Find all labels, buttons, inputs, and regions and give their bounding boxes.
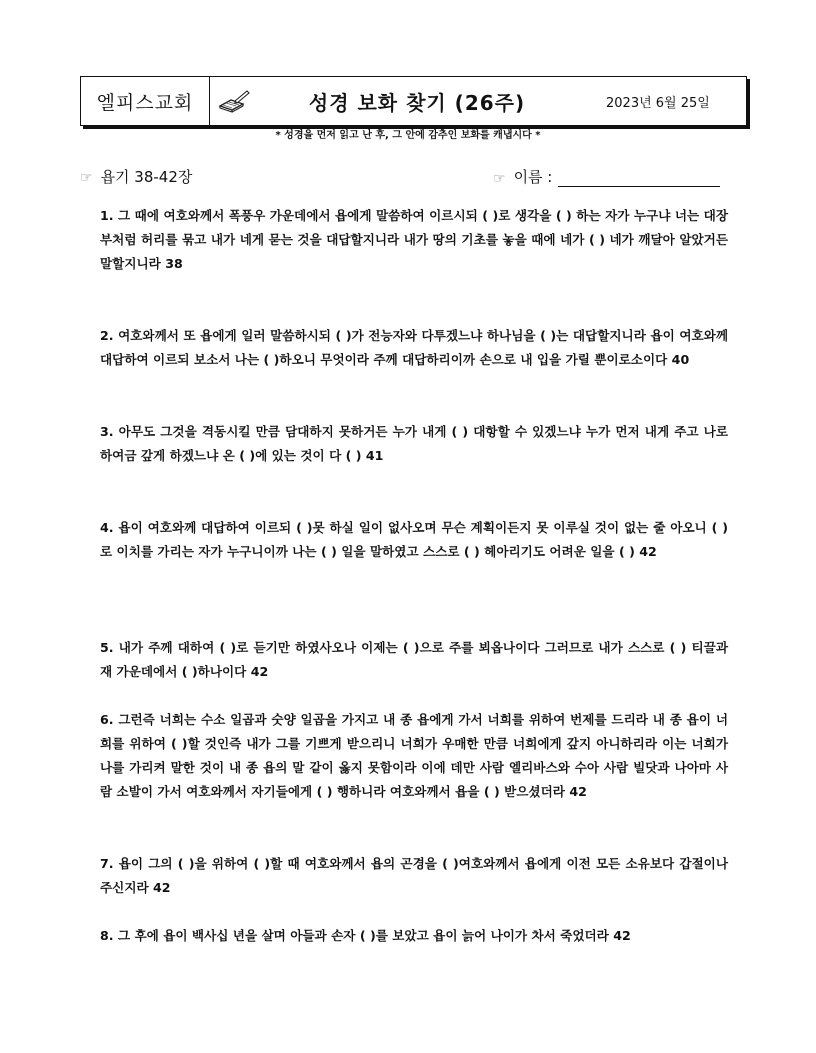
question-7: 7. 욥이 그의 ( )을 위하여 ( )할 때 여호와께서 욥의 곤경을 ( )여호와께서 욥에게 이전 모든 소유보다 갑절이나 주신지라 42 [100, 856, 728, 895]
worksheet-date: 2023년 6월 25일 [606, 95, 710, 111]
question-8: 8. 그 후에 욥이 백사십 년을 살며 아들과 손자 ( )를 보았고 욥이 늙어 나이가 차서 죽었더라 42 [100, 928, 631, 943]
name-label: 이름 : [513, 168, 553, 186]
question-6: 6. 그런즉 너희는 수소 일곱과 숫양 일곱을 가지고 내 종 욥에게 가서 너희를 위하여 번제를 드리라 내 종 욥이 너희를 위하여 ( )할 것인즉 내가 그를 기쁘게 받으리니 너희가 우매한 만큼 너희에게 갚지 아니하리라 이는 너희가 나를 가리켜 말한 것이 내 종 욥의 말 같이 옳지 못함이라 이에 데만 사람 엘리바스와 수아 사람 빌닷과 나아마 사람 소발이 가서 여호와께서 자기들에게 ( ) 행하니라 여호와께서 욥을 ( ) 받으셨더라 42 [100, 712, 728, 799]
pointing-hand-icon: ☞ [493, 171, 506, 187]
question-5: 5. 내가 주께 대하여 ( )로 듣기만 하였사오나 이제는 ( )으로 주를 뵈옵나이다 그러므로 내가 스스로 ( ) 티끌과 재 가운데에서 ( )하나이다 42 [100, 640, 728, 679]
book-pen-icon [210, 77, 258, 125]
question-2: 2. 여호와께서 또 욥에게 일러 말씀하시되 ( )가 전능자와 다투겠느냐 하나님을 ( )는 대답할지니라 욥이 여호와께 대답하여 이르되 보소서 나는 ( )하오니 무엇이라 주께 대답하리이까 손으로 내 입을 가릴 뿐이로소이다 40 [100, 328, 728, 367]
name-blank-line[interactable] [558, 172, 720, 187]
question-3: 3. 아무도 그것을 격동시킬 만큼 담대하지 못하거든 누가 내게 ( ) 대항할 수 있겠느냐 누가 먼저 내게 주고 나로 하여금 갚게 하겠느냐 온 ( )에 있는 것이 다 ( ) 41 [100, 424, 728, 463]
chapter-label: 욥기 38-42장 [100, 168, 193, 186]
chapter-reference [80, 166, 192, 187]
church-name: 엘피스교회 [81, 77, 210, 125]
instruction-text: * 성경을 먼저 읽고 난 후, 그 안에 감추인 보화를 캐냅시다 * [275, 130, 541, 141]
page-title: 성경 보화 찾기 (26주) [308, 90, 526, 115]
name-field[interactable] [493, 166, 720, 187]
question-1: 1. 그 때에 여호와께서 폭풍우 가운데에서 욥에게 말씀하여 이르시되 ( )로 생각을 ( ) 하는 자가 누구냐 너는 대장부처럼 허리를 묶고 내가 네게 묻는 것을 대답할지니라 내가 땅의 기초를 놓을 때에 네가 ( ) 네가 깨달아 알았거든 말할지니라 38 [100, 208, 728, 271]
pointing-hand-icon: ☞ [80, 170, 93, 186]
header-box [80, 76, 747, 126]
question-4: 4. 욥이 여호와께 대답하여 이르되 ( )못 하실 일이 없사오며 무슨 계획이든지 못 이루실 것이 없는 줄 아오니 ( )로 이치를 가리는 자가 누구니이까 나는 ( ) 일을 말하였고 스스로 ( ) 헤아리기도 어려운 일을 ( ) 42 [100, 520, 728, 559]
